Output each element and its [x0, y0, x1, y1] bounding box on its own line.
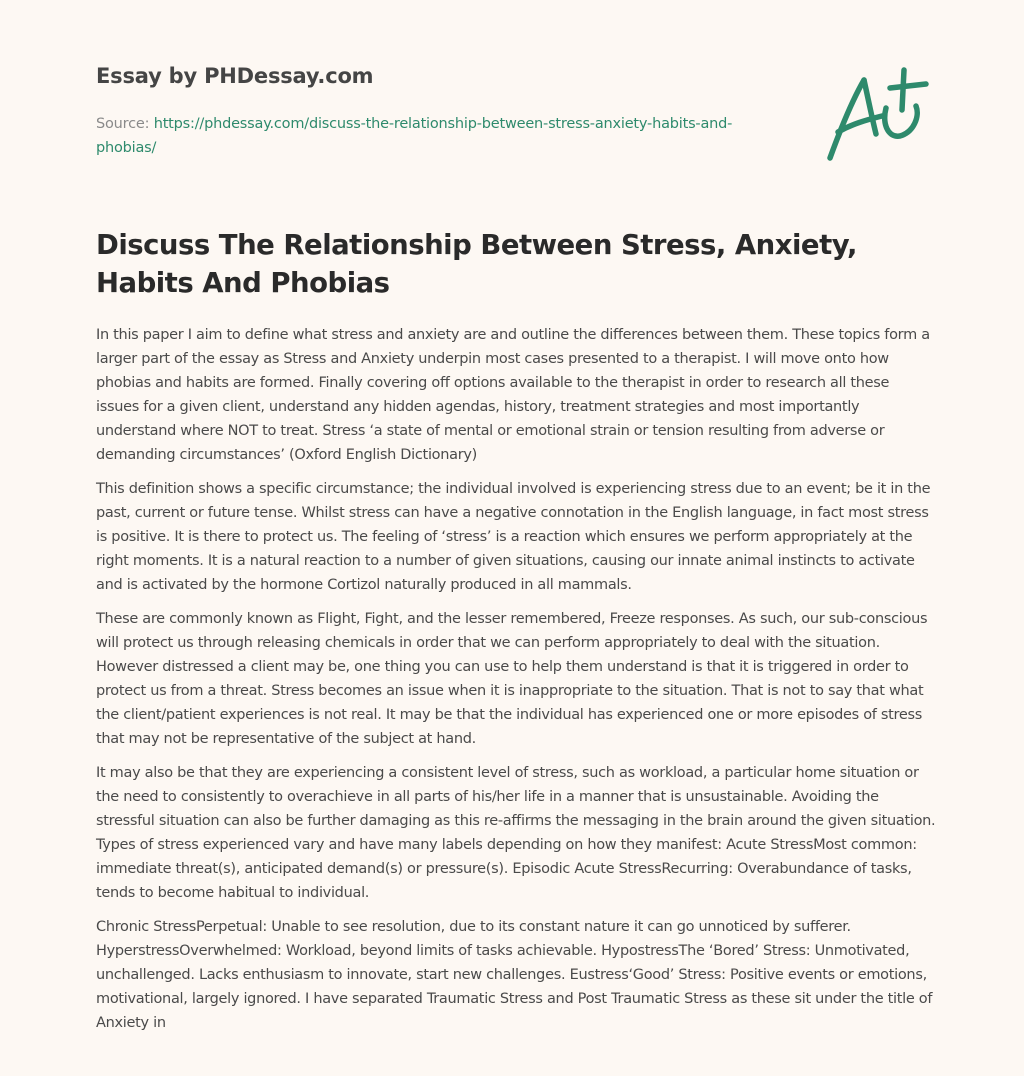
paragraph: Chronic StressPerpetual: Unable to see resolution, due to its constant nature it can go unnoticed by sufferer. HyperstressOverwhelmed: Workload, beyond limits of tasks achievable. HypostressThe ‘Bored’ Stress: Unmotivated, unchallenged. Lacks enthusiasm to innovate, start new challenges. Eustress‘Good’ Stress: Positive events or emotions, motivational, largely ignored. I have separated Traumatic Stress and Post Traumatic Stress as these sit under the title of Anxiety in: [96, 919, 933, 1031]
paragraph: These are commonly known as Flight, Fight, and the lesser remembered, Freeze responses. As such, our sub-conscious will protect us through releasing chemicals in order that we can perform appropriately to deal with the situation. However distressed a client may be, one thing you can use to help them understand is that it is triggered in order to protect us from a threat. Stress becomes an issue when it is inappropriate to the situation. That is not to say that what the client/patient experiences is not real. It may be that the individual has experienced one or more episodes of stress that may not be representative of the subject at hand.: [96, 611, 928, 747]
page-title: Discuss The Relationship Between Stress, Anxiety, Habits And Phobias: [96, 229, 857, 299]
site-brand: Essay by PHDessay.com: [96, 64, 374, 88]
paragraph: In this paper I aim to define what stress and anxiety are and outline the differences between them. These topics form a larger part of the essay as Stress and Anxiety underpin most cases presented to a therapist. I will move onto how phobias and habits are formed. Finally covering off options available to the therapist in order to research all these issues for a given client, understand any hidden agendas, history, treatment strategies and most importantly understand where NOT to treat. Stress ‘a state of mental or emotional strain or tension resulting from adverse or demanding circumstances’ (Oxford English Dictionary): [96, 327, 930, 463]
source-line: [96, 112, 756, 160]
essay-body: [96, 323, 936, 1045]
paragraph: This definition shows a specific circumstance; the individual involved is experiencing stress due to an event; be it in the past, current or future tense. Whilst stress can have a negative connotation in the English language, in fact most stress is positive. It is there to protect us. The feeling of ‘stress’ is a reaction which ensures we perform appropriately at the right moments. It is a natural reaction to a number of given situations, causing our innate animal instincts to activate and is activated by the hormone Cortizol naturally produced in all mammals.: [96, 481, 931, 593]
paragraph: It may also be that they are experiencing a consistent level of stress, such as workload, a particular home situation or the need to consistently to overachieve in all parts of his/her life in a manner that is unsustainable. Avoiding the stressful situation can also be further damaging as this re-affirms the messaging in the brain around the given situation. Types of stress experienced vary and have many labels depending on how they manifest: Acute StressMost common: immediate threat(s), anticipated demand(s) or pressure(s). Episodic Acute StressRecurring: Overabundance of tasks, tends to become habitual to individual.: [96, 765, 936, 901]
source-label: Source:: [96, 116, 154, 132]
source-link[interactable]: https://phdessay.com/discuss-the-relationship-between-stress-anxiety-habits-and-phobias/: [96, 116, 733, 156]
a-plus-logo-icon: [818, 66, 930, 166]
